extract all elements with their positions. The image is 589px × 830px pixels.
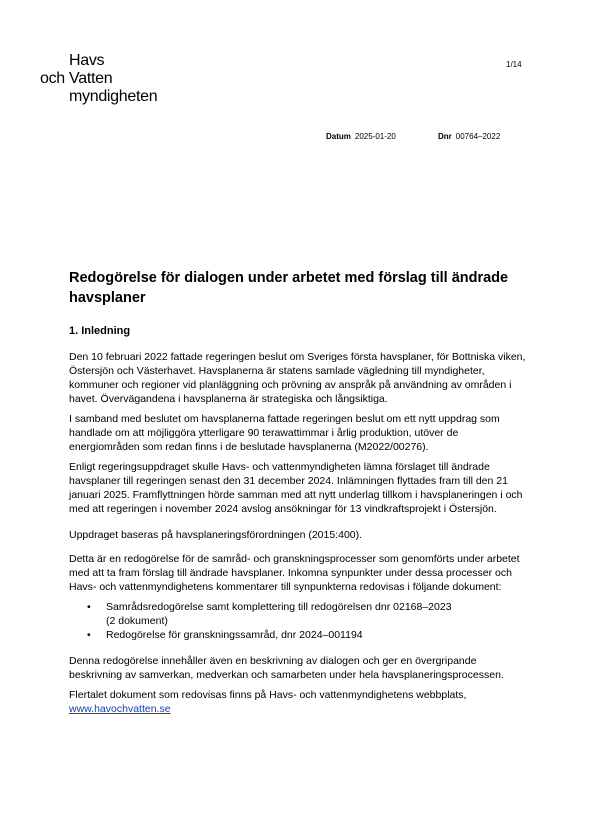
- dnr-field: [438, 132, 500, 141]
- logo-line-3: myndigheten: [69, 88, 158, 105]
- paragraph: I samband med beslutet om havsplanerna fattade regeringen beslut om ett nytt uppdrag som handlade om att möjliggöra ytterligare 90 terawattimmar i årlig produktion, utöver de energiområden som redan finns i de beslutade havsplanerna (M2022/00276).: [69, 413, 500, 453]
- date-value: 2025-01-20: [354, 132, 396, 141]
- list-item-text-cont: (2 dokument): [106, 615, 168, 627]
- list-item: [69, 628, 529, 642]
- date-field: [326, 132, 396, 141]
- list-item: [69, 600, 529, 628]
- paragraph-text: Flertalet dokument som redovisas finns på Havs- och vattenmyndighetens webbplats,: [69, 689, 467, 701]
- agency-logo: [40, 52, 157, 106]
- paragraph: [69, 688, 529, 716]
- website-link[interactable]: www.havochvatten.se: [69, 703, 171, 715]
- dnr-value: 00764–2022: [455, 132, 501, 141]
- list-item-text: Samrådsredogörelse samt komplettering till redogörelsen dnr 02168–2023: [106, 601, 452, 613]
- page-number: 1/14: [506, 60, 522, 69]
- section-heading: 1. Inledning: [69, 325, 131, 337]
- paragraph: Enligt regeringsuppdraget skulle Havs- och vattenmyndigheten lämna förslaget till ändrade havsplaner till regeringen senast den 31 december 2024. Inlämningen flyttades fram till den 21 januari 2025. Framflyttningen hörde samman med att nytt underlag tillkom i havsplaneringen i och med att regeringen i november 2024 avslog ansökningar för 13 vindkraftsprojekt i Östersjön.: [69, 461, 523, 515]
- date-label: Datum: [326, 132, 351, 141]
- list-item-text: Redogörelse för granskningssamråd, dnr 2024–001194: [106, 629, 363, 641]
- logo-line-1: Havs: [69, 52, 105, 69]
- paragraph: Detta är en redogörelse för de samråd- och granskningsprocesser som genomförts under arbetet med att ta fram förslag till ändrade havsplaner. Inkomna synpunkter under dessa processer och Havs- och vattenmyndighetens kommentarer till synpunkterna redovisas i följande dokument:: [69, 553, 520, 593]
- document-body: [69, 268, 529, 722]
- document-list: [69, 600, 529, 642]
- logo-line-2: och Vatten: [40, 70, 113, 87]
- paragraph: Uppdraget baseras på havsplaneringsförordningen (2015:400).: [69, 529, 363, 541]
- document-title: Redogörelse för dialogen under arbetet med förslag till ändrade havsplaner: [69, 270, 509, 306]
- dnr-label: Dnr: [438, 132, 452, 141]
- paragraph: Den 10 februari 2022 fattade regeringen beslut om Sveriges första havsplaner, för Bottniska viken, Östersjön och Västerhavet. Havsplanerna är statens samlade vägledning till myndigheter, kommuner och regioner vid planläggning och prövning av anspråk på användning av områden i havet. Övervägandena i havsplanerna är strategiska och långsiktiga.: [69, 351, 526, 405]
- paragraph: Denna redogörelse innehåller även en beskrivning av dialogen och ger en övergripande beskrivning av samverkan, medverkan och samarbeten under hela havsplaneringsprocessen.: [69, 655, 504, 681]
